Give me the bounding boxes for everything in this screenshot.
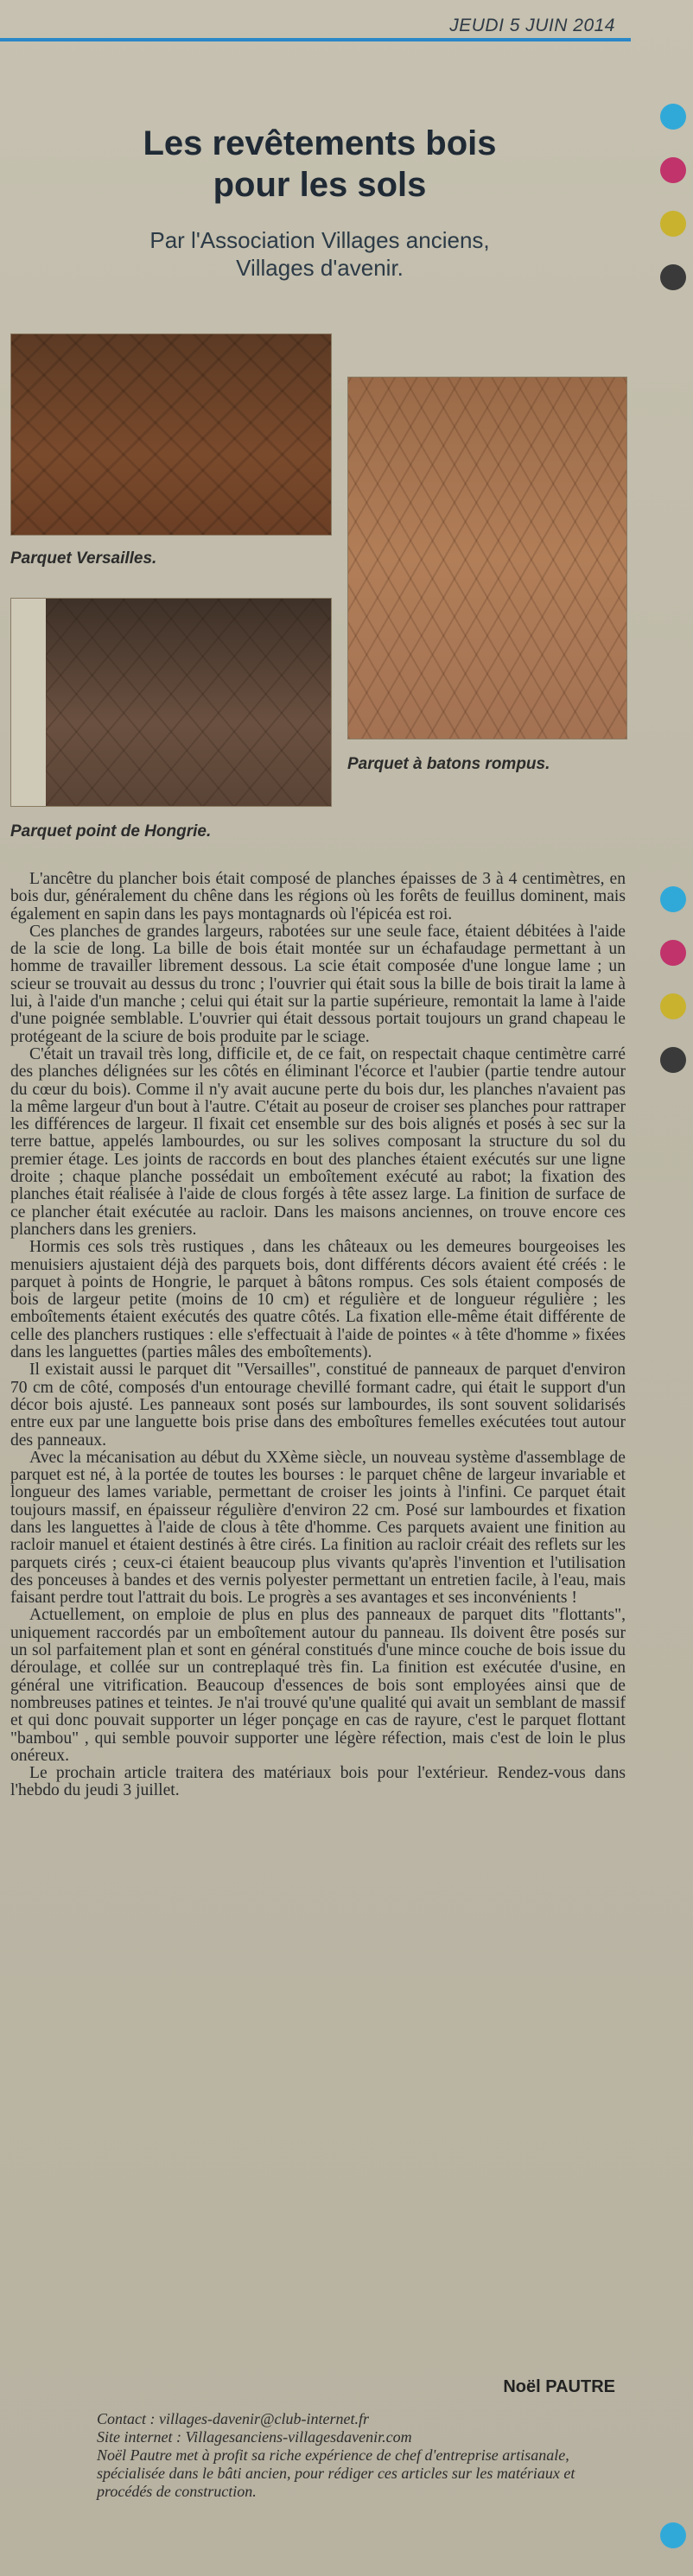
registration-dot-magenta	[660, 940, 686, 966]
photo-parquet-batons-rompus	[347, 377, 627, 739]
article-title	[35, 123, 605, 206]
paragraph: Actuellement, on emploie de plus en plus des panneaux de parquet dits "flottants", uniquement raccordés par un emboîtement autour du panneau. Ils doivent être posés sur un sol parfaitement plan et sont en général constitués d'une mince couche de bois issue du déroulage, et collée sur un contreplaqué très fin. La finition est exécutée d'usine, en général une vitrification. Beaucoup d'essences de bois sont employées ainsi que de nombreuses patines et teintes. Je n'ai trouvé qu'une qualité qui avait un semblant de massif et qui donc pouvait supporter un léger ponçage en cas de rayure, c'est le parquet flottant "bambou" , qui semble pouvoir supporter une légère réfection, mais c'est de loin le plus onéreux.	[10, 1606, 626, 1765]
caption-point-de-hongrie: Parquet point de Hongrie.	[10, 822, 212, 841]
paragraph: L'ancêtre du plancher bois était composé de planches épaisses de 3 à 4 centimètres, en bois dur, généralement du chêne dans les régions où les forêts de feuillus dominent, mais également en sapin dans les pays montagnards où l'épicéa est roi.	[10, 870, 626, 923]
registration-dot-dark	[660, 1047, 686, 1073]
photo-parquet-versailles	[10, 333, 332, 536]
paragraph: Ces planches de grandes largeurs, rabotées sur une seule face, étaient débitées à l'aide de la scie de long. La bille de bois était montée sur un échafaudage permettant à un homme de travailler librement dessous. La scie était composée d'une longue lame ; un scieur se trouvait au dessus du tronc ; l'ouvrier qui était sous la bille de bois tirait la lame à lui, à l'aide d'un manche ; celui qui était sur la partie supérieure, remontait la lame à l'aide d'une poignée semblable. L'ouvrier qui était dessous portait toujours un grand chapeau le protégeant de la sciure de bois produite par le sciage.	[10, 922, 626, 1046]
registration-dot-cyan	[660, 886, 686, 912]
author-signature: Noël PAUTRE	[503, 2377, 615, 2396]
caption-batons-rompus: Parquet à batons rompus.	[347, 755, 550, 773]
caption-versailles: Parquet Versailles.	[10, 549, 157, 568]
registration-dot-magenta	[660, 157, 686, 183]
paragraph: C'était un travail très long, difficile et, de ce fait, on respectait chaque centimètre carré des planches délignées sur les côtés en éliminant l'écorce et l'aubier (partie tendre autour du cœur du bois). Comme il n'y avait aucune perte du bois dur, les planches n'avaient pas la même largeur d'un bout à l'autre. C'était au poseur de croiser ses planches pour rattraper les différences de largeur. Il fixait cet ensemble sur des bois alignés et posés à sec sur la terre battue, appelés lambourdes, ou sur les solives composant la structure du sol du premier étage. Les joints de raccords en bout des planches étaient exécutés sur une ligne droite ; chaque planche possédait un emboîtement exécuté au rabot; la fixation des planches était réalisée à l'aide de clous forgés à tête assez large. La finition de surface de ce plancher était exécutée au racloir. Dans les maisons anciennes, on trouve encore ces planchers dans les greniers.	[10, 1044, 626, 1239]
article-footer	[10, 2410, 626, 2501]
registration-dot-cyan	[660, 104, 686, 130]
registration-dot-cyan	[660, 2522, 686, 2548]
issue-date: JEUDI 5 JUIN 2014	[449, 16, 615, 35]
article-body	[10, 871, 626, 1800]
registration-dot-yellow	[660, 211, 686, 237]
paragraph: Le prochain article traitera des matériaux bois pour l'extérieur. Rendez-vous dans l'hebdo du jeudi 3 juillet.	[10, 1764, 626, 1800]
article-subtitle	[35, 226, 605, 282]
title-line-1: Les revêtements bois	[143, 124, 497, 162]
registration-dot-yellow	[660, 993, 686, 1019]
title-line-2: pour les sols	[213, 166, 427, 204]
website-link: Site internet : Villagesanciens-villagesdavenir.com	[97, 2428, 412, 2446]
subtitle-line-2: Villages d'avenir.	[236, 255, 404, 281]
contact-email: Contact : villages-davenir@club-internet.fr	[97, 2410, 369, 2427]
author-bio: Noël Pautre met à profit sa riche expérience de chef d'entreprise artisanale, spécialisée dans le bâti ancien, pour rédiger ces articles sur les matériaux et procédés de construction.	[97, 2446, 575, 2500]
subtitle-line-1: Par l'Association Villages anciens,	[149, 227, 490, 253]
paragraph: Hormis ces sols très rustiques , dans les châteaux ou les demeures bourgeoises les menuisiers ajustaient déjà des parquets bois, dont différents décors avaient été créés : le parquet à points de Hongrie, le parquet à bâtons rompus. Ces sols étaient composés de bois de largeur petite (moins de 10 cm) et régulière et de longueur régulière ; les emboîtements étaient exécutés des quatre côtés. La fixation elle-même était différente de celle des planchers rustiques : elle s'effectuait à l'aide de pointes « à tête d'homme » fixées dans les languettes (parties mâles des emboîtements).	[10, 1238, 626, 1362]
paragraph: Avec la mécanisation au début du XXème siècle, un nouveau système d'assemblage de parquet est né, à la portée de toutes les bourses : le parquet chêne de largeur invariable et longueur des lames variable, permettant de croiser les joints à l'infini. Ce parquet était toujours massif, en épaisseur régulière d'environ 22 cm. Posé sur lambourdes et fixation dans les languettes à l'aide de clous à tête d'homme. Ces parquets avaient une finition au racloir manuel et étaient destinés à être cirés. La finition au racloir créait des reflets sur les parquets cirés ; ceux-ci étaient beaucoup plus vivants qu'après l'invention et l'utilisation des ponceuses à bandes et des vernis polyester permettant un entretien facile, à l'eau, mais faisant perdre tout l'attrait du bois. Le progrès a ses avantages et ses inconvénients !	[10, 1448, 626, 1608]
photo-parquet-point-de-hongrie	[10, 598, 332, 807]
paragraph: Il existait aussi le parquet dit "Versailles", constitué de panneaux de parquet d'environ 70 cm de côté, composés d'un entourage chevillé formant cadre, qui était le support d'un décor bois ajusté. Les panneaux sont posés sur lambourdes, ils sont souvent solidarisés entre eux par une languette bois prise dans des emboîtures femelles exécutées tout autour des panneaux.	[10, 1361, 626, 1450]
registration-dot-dark	[660, 264, 686, 290]
